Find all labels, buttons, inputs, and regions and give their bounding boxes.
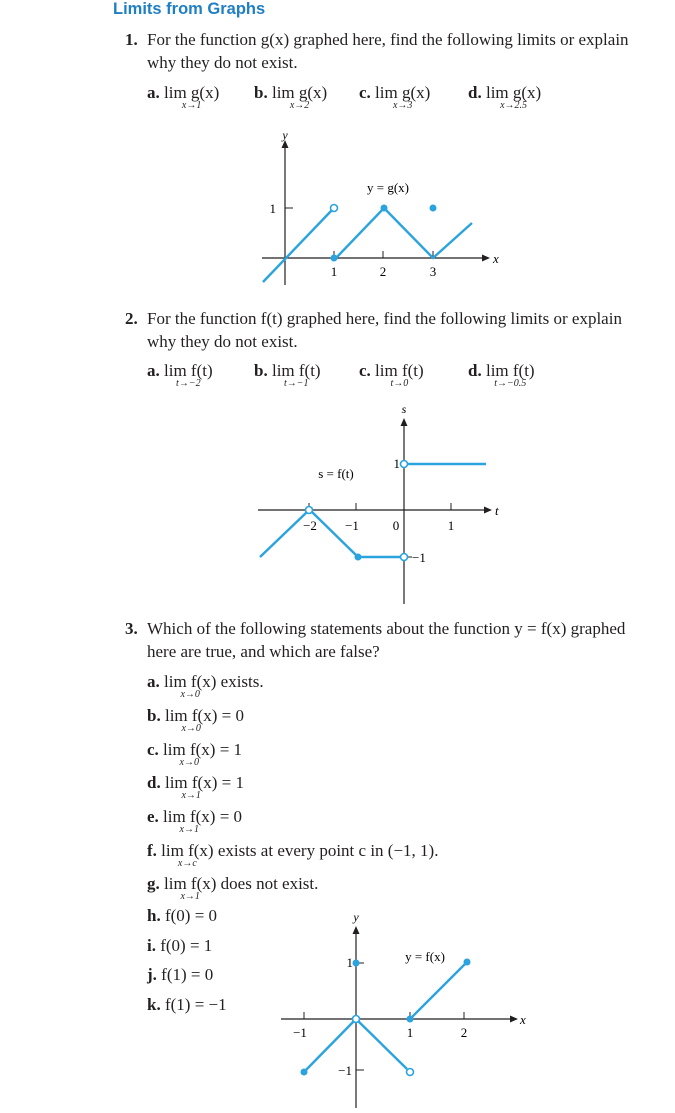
x-tick-label: 2: [379, 264, 387, 279]
limit-expression: lim g(x): [485, 83, 542, 102]
part-letter: c.: [359, 83, 371, 102]
limit-expression: lim g(x): [375, 83, 431, 102]
statement-letter: e.: [147, 807, 159, 826]
open-point: [401, 461, 408, 468]
limit-subscript: x→2.5: [500, 100, 528, 111]
part-letter: d.: [468, 361, 482, 380]
limit-expression: lim g(x): [164, 83, 220, 102]
y-axis-arrow-icon: [353, 926, 360, 934]
closed-point: [381, 205, 388, 212]
curve-segment: [260, 512, 307, 557]
statement-expression: lim f(x): [163, 807, 216, 826]
x-axis-label: x: [493, 251, 499, 266]
problem-1-parts: [147, 83, 667, 119]
limit-subscript: x→1: [180, 891, 200, 902]
x-axis-arrow-icon: [482, 255, 490, 262]
open-point: [331, 205, 338, 212]
y-tick-label: 1: [346, 955, 353, 970]
statement-b: [147, 706, 244, 734]
limit-expression: lim f(t): [271, 361, 321, 380]
problem-number: 3.: [125, 619, 138, 638]
limit-subscript: t→−2: [176, 378, 201, 389]
s-axis-arrow-icon: [401, 418, 408, 426]
statement-tail: = 1: [215, 740, 243, 759]
statement-expression: lim f(x): [164, 773, 218, 792]
closed-point: [301, 1069, 308, 1076]
part-d: [468, 361, 535, 389]
s-tick-label: 1: [393, 456, 400, 471]
y-tick-label: 1: [269, 201, 276, 216]
problem-1: [125, 28, 655, 74]
limit-expression: lim f(t): [375, 361, 424, 380]
x-tick-label: 3: [429, 264, 437, 279]
part-a: [147, 83, 220, 111]
statement-c: [147, 740, 243, 768]
problem-number: 1.: [125, 30, 138, 49]
statement-tail: exists at every point c in (−1, 1).: [213, 841, 439, 860]
t-axis-label: t: [495, 503, 499, 518]
t-tick-label: 1: [447, 518, 455, 533]
open-point: [353, 1016, 360, 1023]
statement-j: [147, 965, 213, 985]
problem-text: Which of the following statements about the function y = f(x) graphed here are true, and which are false?: [147, 619, 626, 661]
limit-subscript: t→−0.5: [494, 378, 527, 389]
section-title: Limits from Graphs: [113, 0, 266, 18]
limit-expression: lim f(t): [485, 361, 535, 380]
statement-letter: f.: [147, 841, 157, 860]
statement-f: [147, 841, 439, 869]
closed-point: [464, 959, 471, 966]
statement-letter: b.: [147, 706, 161, 725]
open-point: [407, 1069, 414, 1076]
part-letter: b.: [254, 83, 268, 102]
statement-h: [147, 906, 217, 926]
statement-expression: lim f(x): [161, 841, 214, 860]
x-tick-label: 2: [460, 1025, 468, 1040]
part-a: [147, 361, 213, 389]
x-tick-label: −1: [293, 1025, 307, 1040]
y-axis-label: y: [282, 128, 288, 142]
statement-letter: j.: [147, 965, 157, 984]
statement-expression: lim f(x): [164, 672, 217, 691]
problem-text: For the function g(x) graphed here, find the following limits or explain why they do not exist.: [147, 30, 629, 72]
statement-e: [147, 807, 243, 835]
t-axis-arrow-icon: [484, 507, 492, 514]
statement-expression: lim f(x): [164, 706, 218, 725]
statement-tail: = 0: [217, 706, 244, 725]
curve-label: y = f(x): [405, 949, 445, 964]
limit-expression: lim f(t): [164, 361, 213, 380]
statement-expression: f(0) = 1: [160, 936, 213, 955]
limit-subscript: x→1: [181, 790, 201, 801]
statement-letter: h.: [147, 906, 161, 925]
statement-expression: f(1) = −1: [164, 995, 227, 1014]
closed-point: [353, 960, 360, 967]
closed-point: [355, 554, 362, 561]
limit-subscript: t→−1: [284, 378, 309, 389]
part-letter: a.: [147, 83, 160, 102]
problem-2-parts: [147, 361, 667, 397]
curve-label: y = g(x): [367, 180, 409, 195]
x-axis-arrow-icon: [510, 1016, 518, 1023]
t-tick-label: −2: [303, 518, 317, 533]
limit-subscript: x→2: [289, 100, 310, 111]
statement-letter: d.: [147, 773, 161, 792]
statement-expression: f(0) = 0: [164, 906, 218, 925]
x-tick-label: 1: [406, 1025, 414, 1040]
s-axis-label: s: [401, 402, 407, 416]
s-tick-label: −1: [412, 550, 426, 565]
statement-expression: f(1) = 0: [161, 965, 214, 984]
statement-g: [147, 874, 319, 902]
limit-subscript: x→0: [181, 723, 201, 734]
statement-letter: a.: [147, 672, 160, 691]
y-axis-label: y: [353, 910, 359, 924]
y-tick-label: −1: [338, 1063, 352, 1078]
limit-subscript: x→1: [179, 824, 199, 835]
problem-number: 2.: [125, 309, 138, 328]
limit-subscript: x→c: [177, 858, 197, 869]
graph-f-x: [275, 905, 535, 1110]
part-b: [254, 361, 321, 389]
part-c: [359, 361, 424, 389]
open-point: [401, 554, 408, 561]
t-tick-label: −1: [345, 518, 359, 533]
x-tick-label: 1: [330, 264, 338, 279]
curve-segment: [410, 962, 467, 1019]
closed-point: [430, 205, 437, 212]
part-letter: b.: [254, 361, 268, 380]
limit-expression: lim g(x): [271, 83, 328, 102]
statement-letter: c.: [147, 740, 159, 759]
statement-a: [147, 672, 264, 700]
part-letter: c.: [359, 361, 371, 380]
x-axis-label: x: [520, 1012, 526, 1027]
problem-2: [125, 307, 655, 353]
statement-letter: i.: [147, 936, 156, 955]
problem-text: For the function f(t) graphed here, find the following limits or explain why they do not exist.: [147, 309, 622, 351]
graph-f-t: [245, 398, 505, 608]
problem-3: [125, 617, 655, 663]
part-letter: d.: [468, 83, 482, 102]
curve-segment: [263, 210, 332, 282]
limit-subscript: x→0: [180, 689, 200, 700]
curve-segment: [336, 208, 472, 258]
part-c: [359, 83, 431, 111]
statement-tail: = 0: [215, 807, 243, 826]
statement-tail: exists.: [216, 672, 264, 691]
statement-d: [147, 773, 244, 801]
graph-g: [240, 125, 510, 290]
closed-point: [331, 255, 338, 262]
limit-subscript: x→1: [181, 100, 202, 111]
t-tick-label: 0: [392, 518, 400, 533]
closed-point: [407, 1016, 414, 1023]
part-d: [468, 83, 542, 111]
statement-tail: = 1: [217, 773, 244, 792]
open-point: [306, 507, 313, 514]
statement-expression: lim f(x): [164, 874, 217, 893]
part-letter: a.: [147, 361, 160, 380]
limit-subscript: x→3: [392, 100, 413, 111]
limit-subscript: x→0: [179, 757, 199, 768]
statement-tail: does not exist.: [216, 874, 319, 893]
statement-i: [147, 936, 212, 956]
curve-label: s = f(t): [318, 466, 354, 481]
statement-letter: g.: [147, 874, 160, 893]
statement-letter: k.: [147, 995, 161, 1014]
limit-subscript: t→0: [390, 378, 409, 389]
statement-expression: lim f(x): [163, 740, 216, 759]
part-b: [254, 83, 328, 111]
statement-k: [147, 995, 227, 1015]
